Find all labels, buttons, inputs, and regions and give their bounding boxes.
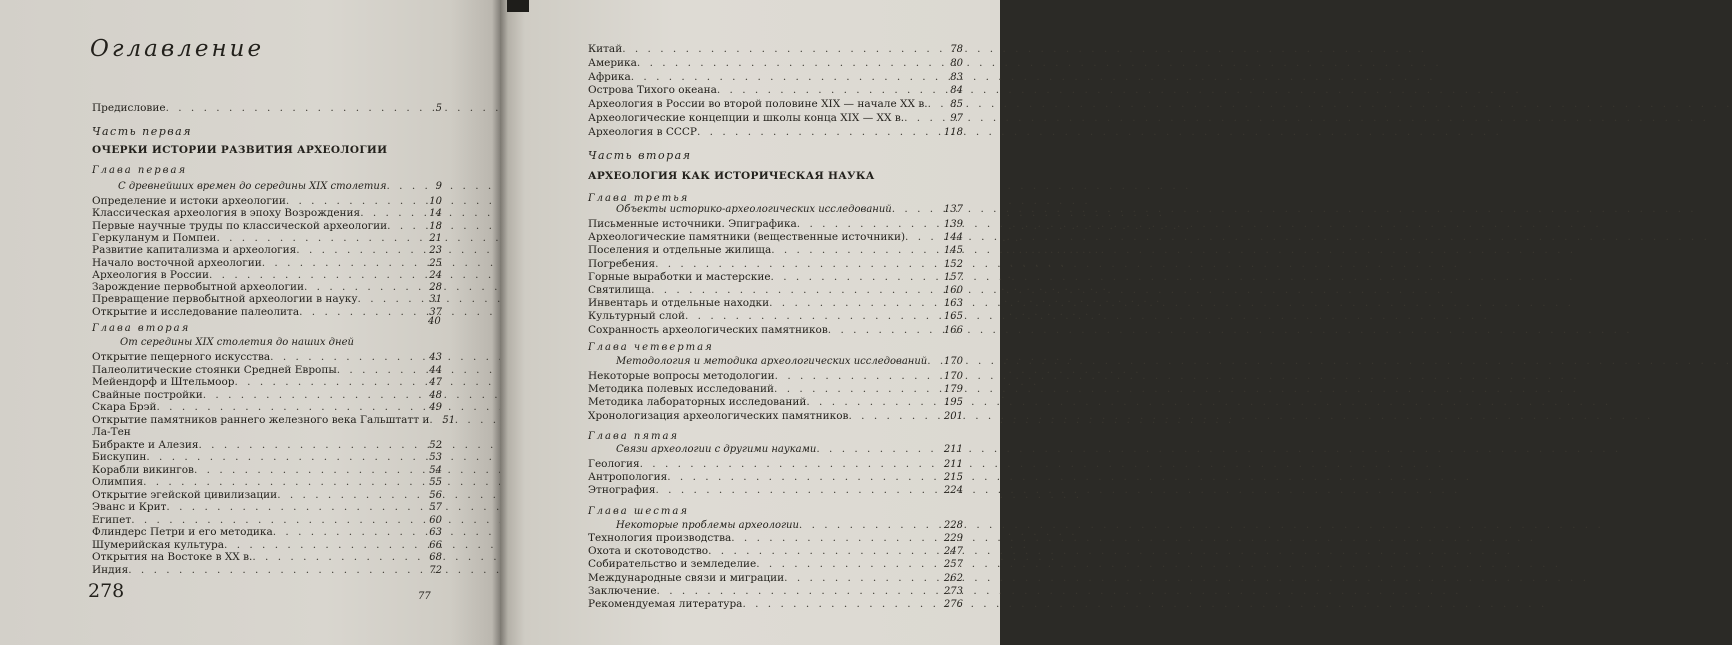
chapter-title: Объекты историко-археологических исследований . . . 137 [616,202,963,217]
entry-title: Технология производства [588,532,732,544]
leader-dots [905,230,941,244]
leader-dots [774,382,941,396]
entry-page: 25 [429,257,442,269]
entry-page: 53 [429,452,442,463]
entry-page: 51 [442,414,456,426]
entry-page: 152 [943,258,963,270]
chapter-label: Глава четвертая [588,342,714,353]
entry-page: 56 [429,489,442,501]
leader-dots [806,395,941,409]
chapter-label: Глава вторая [92,323,191,334]
entry-title: Открытия на Востоке в XX в. [92,551,253,563]
leader-dots [904,111,947,125]
entry-title: Антропология [588,471,668,484]
background-corner [507,0,529,12]
toc-entry [92,305,442,320]
toc-entry [588,409,963,424]
leader-dots [685,309,941,323]
leader-dots [775,369,941,383]
toc-entry-foreword: Предисловие . . . 5 [92,101,442,116]
entry-title: Определение и истоки археологии [92,195,286,207]
entry-title: Методика полевых исследований [588,383,775,396]
leader-dots [128,563,426,577]
page-ref: 40 [428,316,441,327]
entry-title: Начало восточной археологии [92,256,262,269]
part-label: Часть первая [92,125,193,138]
entry-page: 28 [429,282,442,294]
entry-page: 66 [429,539,442,551]
entry-page: 43 [429,352,442,363]
entry-title: Ла-Тен [92,426,131,438]
entry-title: Этнография [588,484,656,497]
entry-page: 145 [943,245,963,257]
entry-page: 31 [429,294,442,306]
entry-title: Эванс и Крит [92,501,167,513]
chapter-label: Глава пятая [588,431,680,442]
toc-entry [588,323,963,338]
entry-page: 170 [943,371,963,382]
entry-title: Острова Тихого океана [588,84,717,97]
entry-page: 166 [943,324,963,336]
entry-title: Рекомендуемая литература [588,598,743,610]
right-page [500,0,1000,645]
entry-title: Охота и скотоводство [588,545,709,558]
leader-dots [797,217,941,231]
entry-page: 44 [429,364,442,376]
chapter-title: Методология и методика археологических исследований . . . 170 [616,354,963,369]
entry-title: Скара Брэй [92,401,157,413]
entry-title: Геркуланум и Помпеи [92,231,217,244]
entry-title: Святилища [588,284,652,296]
part-title: ОЧЕРКИ ИСТОРИИ РАЗВИТИЯ АРХЕОЛОГИИ [92,144,388,156]
toc-entry [588,83,963,98]
entry-title: Поселения и отдельные жилища [588,244,772,257]
entry-page: 63 [429,527,442,538]
leader-dots [631,70,948,84]
entry-page: 273 [943,585,963,597]
entry-page: 60 [429,514,442,526]
leader-dots [784,571,941,585]
entry-page: 165 [943,311,963,323]
entry-page: 97 [950,113,963,124]
entry-title: Археология в России [92,268,209,281]
part-title: АРХЕОЛОГИЯ КАК ИСТОРИЧЕСКАЯ НАУКА [588,170,875,182]
entry-page: 23 [429,245,442,257]
leader-dots [717,83,947,97]
entry-title: Инвентарь и отдельные находки [588,297,770,310]
chapter-title: Связи археологии с другими науками . . . 211 [616,442,963,457]
leader-dots [640,457,941,471]
entry-title: Бискупин [92,451,147,463]
entry-title: Олимпия [92,476,144,488]
entry-title: Африка [588,70,631,83]
entry-title: Китай [588,43,623,55]
leader-dots [697,125,941,139]
entry-page: 72 [429,564,442,576]
entry-title: Превращение первобытной археологии в науку [92,293,358,306]
entry-page: 18 [429,220,442,232]
entry-title: Культурный слой [588,310,685,323]
leader-dots [637,56,947,70]
entry-page: 37 [429,306,442,318]
entry-page: 85 [950,99,963,111]
toc-title: Оглавление [90,36,265,62]
entry-page: 78 [950,44,963,55]
entry-page: 157 [943,271,963,283]
toc-entry [588,125,963,140]
entry-title: Археологические памятники (вещественные источники) [588,231,906,244]
entry-page: 276 [943,599,963,610]
entry-page: 215 [943,472,963,484]
entry-page: 10 [429,196,442,207]
entry-page: 224 [943,485,963,497]
entry-title: Зарождение первобытной археологии [92,281,304,294]
entry-title: Развитие капитализма и археология [92,244,297,257]
entry-title: Погребения [588,257,656,270]
toc-entry [92,563,442,578]
entry-title: Сохранность археологических памятников [588,323,828,336]
leader-dots [828,323,941,337]
entry-title: Свайные постройки [92,388,203,401]
entry-page: 139 [943,219,963,230]
entry-page: 14 [429,208,442,220]
entry-title: Шумерийская культура [92,538,225,551]
entry-page: 55 [429,477,442,488]
entry-page: 47 [429,377,442,388]
entry-page: 57 [429,502,442,513]
entry-title: Археология в СССР [588,125,697,138]
entry-title: Первые научные труды по классической археологии [92,219,388,232]
entry-page: 144 [943,232,963,244]
entry-page: 118 [943,126,963,138]
page-ref: 77 [418,591,431,602]
part-label: Часть вторая [588,149,692,162]
entry-page: 247 [943,546,963,558]
entry-title: Геология [588,458,640,470]
leader-dots [622,42,947,56]
entry-page: 68 [429,552,442,563]
entry-page: 229 [943,533,963,544]
entry-title: Хронологизация археологических памятников [588,409,849,422]
entry-title: Мейендорф и Штельмоор [92,376,235,388]
entry-page: 201 [943,410,963,422]
leader-dots [848,409,940,423]
leader-dots [667,470,941,484]
entry-title: Открытие пещерного искусства [92,351,271,363]
toc-entry [588,70,963,85]
entry-title: Америка [588,56,637,69]
entry-title: Палеолитические стоянки Средней Европы [92,363,337,376]
leader-dots [708,544,941,558]
leader-dots [731,531,941,545]
entry-page: 80 [950,57,963,69]
left-page [0,0,500,645]
entry-page: 54 [429,464,442,476]
entry-title: Собирательство и земледелие [588,558,757,571]
book-gutter [492,0,508,645]
entry-title: Письменные источники. Эпиграфика [588,218,797,230]
entry-title: Открытие памятников раннего железного века Гальштатт и [92,413,430,426]
entry-page: 262 [943,572,963,584]
entry-page: 48 [429,389,442,401]
leader-dots [756,557,941,571]
leader-dots [771,270,941,284]
entry-title: Классическая археология в эпоху Возрождения [92,207,361,220]
entry-title: Археология в России во второй половине XIX — начале XX в. [588,98,928,111]
entry-page: 163 [943,298,963,310]
chapter-title: С древнейших времен до середины XIX столетия . . . 9 [118,179,442,194]
toc-entry [588,97,963,112]
entry-page: 84 [950,85,963,97]
entry-page: 195 [943,397,963,409]
toc-entry [588,56,963,71]
chapter-label: Глава третья [588,193,690,204]
chapter-label: Глава шестая [588,506,689,517]
toc-entry [588,42,963,57]
entry-title: Международные связи и миграции [588,571,785,584]
entry-title: Археологические концепции и школы конца XIX — XX в. [588,112,905,124]
leader-dots [656,483,941,497]
entry-title: Некоторые вопросы методологии [588,370,775,382]
entry-page: 160 [943,285,963,296]
leader-dots [928,97,948,111]
entry-page: 83 [950,71,963,83]
chapter-title: От середины XIX столетия до наших дней [120,337,354,348]
entry-title: Методика лабораторных исследований [588,396,807,409]
leader-dots [655,257,941,271]
entry-title: Египет [92,513,132,526]
entry-title: Флиндерс Петри и его методика [92,526,273,538]
leader-dots [651,283,941,297]
entry-page: 179 [943,384,963,396]
leader-dots [657,584,941,598]
leader-dots [769,296,941,310]
leader-dots [299,305,426,319]
toc-entry [588,483,963,498]
entry-title: Бибракте и Алезия [92,438,199,451]
entry-page: 49 [429,402,442,413]
page-number: 278 [88,580,125,602]
chapter-label: Глава первая [92,165,188,176]
chapter-title: Некоторые проблемы археологии . . . 228 [616,518,963,533]
entry-title: Открытие и исследование палеолита [92,305,300,318]
entry-page: 211 [943,459,963,470]
entry-title: Корабли викингов [92,463,194,476]
entry-title: Индия [92,563,129,576]
entry-title: Открытие эгейской цивилизации [92,488,278,501]
toc-entry [588,111,963,126]
entry-page: 24 [429,269,442,281]
toc-entry [588,597,963,612]
entry-page: 21 [429,232,442,244]
entry-page: 52 [429,439,442,451]
leader-dots [742,597,940,611]
entry-title: Горные выработки и мастерские [588,270,771,283]
entry-title: Заключение [588,584,657,597]
entry-page: 257 [943,559,963,571]
leader-dots [771,243,941,257]
